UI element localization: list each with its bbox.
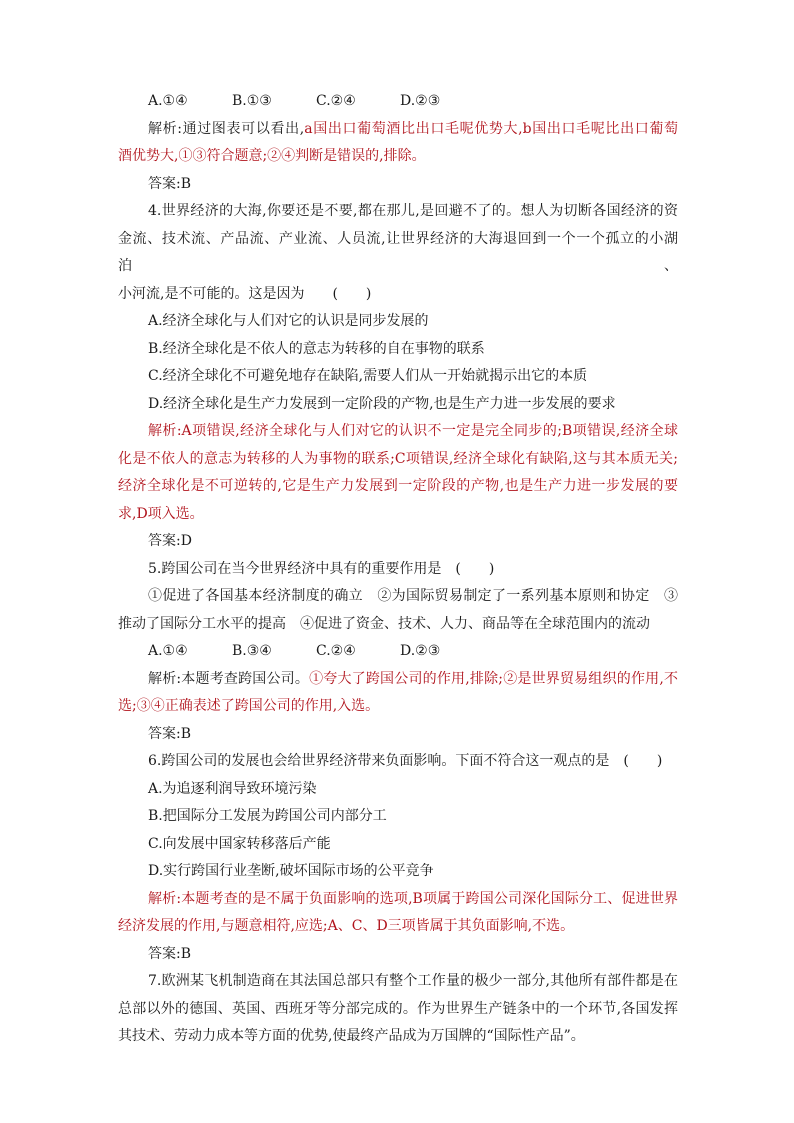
q3-options	[118, 88, 678, 116]
q6-answer: 答案:B	[148, 945, 192, 962]
q4-stem-line-3: 小河流,是不可能的。这是因为 ( )	[118, 285, 372, 302]
q5-option-a: A.①④	[148, 643, 188, 659]
q4-stem-line-1: 4.世界经济的大海,你要还是不要,都在那儿,是回避不了的。想人为切断各国经济的资	[148, 203, 678, 219]
q7-stem-line-1: 7.欧洲某飞机制造商在其法国总部只有整个工作量的极少一部分,其他所有部件都是在	[148, 973, 678, 989]
q6-stem: 6.跨国公司的发展也会给世界经济带来负面影响。下面不符合这一观点的是 ( )	[148, 753, 663, 769]
q3-analysis-line-1	[118, 116, 678, 144]
q4-stem-line-2: 金流、技术流、产品流、产业流、人员流,让世界经济的大海退回到一个一个孤立的小湖泊、	[118, 230, 678, 274]
q5-analysis-highlight-1: ①夸大了跨国公司的作用,排除;②是世界贸易组织的作用,不	[309, 670, 678, 687]
q5-items-line-2: 推动了国际分工水平的提高 ④促进了资金、技术、人力、商品等在全球范围内的流动	[118, 615, 650, 632]
q4-answer: 答案:D	[148, 533, 192, 549]
q5-analysis-line-1	[118, 666, 678, 694]
q5-answer: 答案:B	[148, 725, 192, 742]
q4-analysis-line-4: 求,D项入选。	[118, 505, 204, 522]
q4-option-d: D.经济全球化是生产力发展到一定阶段的产物,也是生产力进一步发展的要求	[148, 395, 616, 412]
q5-option-c: C.②④	[316, 643, 356, 659]
q4-analysis-line-3: 经济全球化是不可逆转的,它是生产力发展到一定阶段的产物,也是生产力进一步发展的要	[118, 478, 678, 494]
q3-option-d: D.②③	[400, 93, 441, 109]
q7-stem-line-2: 总部以外的德国、英国、西班牙等分部完成的。作为世界生产链条中的一个环节,各国发挥	[118, 1000, 678, 1017]
q5-option-b: B.③④	[232, 643, 272, 659]
q5-analysis-label: 解析:本题考查跨国公司。	[148, 670, 310, 687]
q6-analysis-line-2: 经济发展的作用,与题意相符,应选;A、C、D三项皆属于其负面影响,不选。	[118, 918, 575, 934]
q6-option-b: B.把国际分工发展为跨国公司内部分工	[148, 808, 387, 824]
q3-option-a: A.①④	[148, 93, 188, 109]
q4-analysis-line-1: 解析:A项错误,经济全球化与人们对它的认识不一定是完全同步的;B项错误,经济全球	[148, 423, 678, 439]
q3-analysis-highlight-1: a国出口葡萄酒比出口毛呢优势大,b国出口毛呢比出口葡萄	[304, 120, 678, 137]
q4-option-b: B.经济全球化是不依人的意志为转移的自在事物的联系	[148, 340, 485, 357]
q5-items-line-1: ①促进了各国基本经济制度的确立 ②为国际贸易制定了一系列基本原则和协定 ③	[148, 588, 678, 604]
q3-analysis-label: 解析:通过图表可以看出,	[148, 120, 305, 137]
q6-option-d: D.实行跨国行业垄断,破坏国际市场的公平竞争	[148, 863, 434, 879]
q3-option-c: C.②④	[316, 93, 356, 109]
q6-analysis-line-1: 解析:本题考查的是不属于负面影响的选项,B项属于跨国公司深化国际分工、促进世界	[148, 890, 678, 907]
q7-stem-line-3: 其技术、劳动力成本等方面的优势,使最终产品成为万国牌的“国际性产品”。	[118, 1028, 585, 1044]
q5-analysis-line-2: 选;③④正确表述了跨国公司的作用,入选。	[118, 698, 380, 714]
q5-option-d: D.②③	[400, 643, 441, 659]
q3-option-b: B.①③	[232, 93, 272, 109]
q4-option-a: A.经济全球化与人们对它的认识是同步发展的	[148, 313, 429, 329]
q4-option-c: C.经济全球化不可避免地存在缺陷,需要人们从一开始就揭示出它的本质	[148, 368, 588, 384]
q5-stem: 5.跨国公司在当今世界经济中具有的重要作用是 ( )	[148, 560, 495, 577]
document-page	[118, 88, 678, 1051]
q5-options	[118, 638, 678, 666]
q3-analysis-line-2: 酒优势大,①③符合题意;②④判断是错误的,排除。	[118, 148, 426, 164]
q4-analysis-line-2: 化是不依人的意志为转移的人为事物的联系;C项错误,经济全球化有缺陷,这与其本质无关;	[118, 450, 678, 467]
q3-answer: 答案:B	[148, 175, 192, 192]
q6-option-c: C.向发展中国家转移落后产能	[148, 835, 331, 852]
q6-option-a: A.为追逐利润导致环境污染	[148, 780, 317, 797]
